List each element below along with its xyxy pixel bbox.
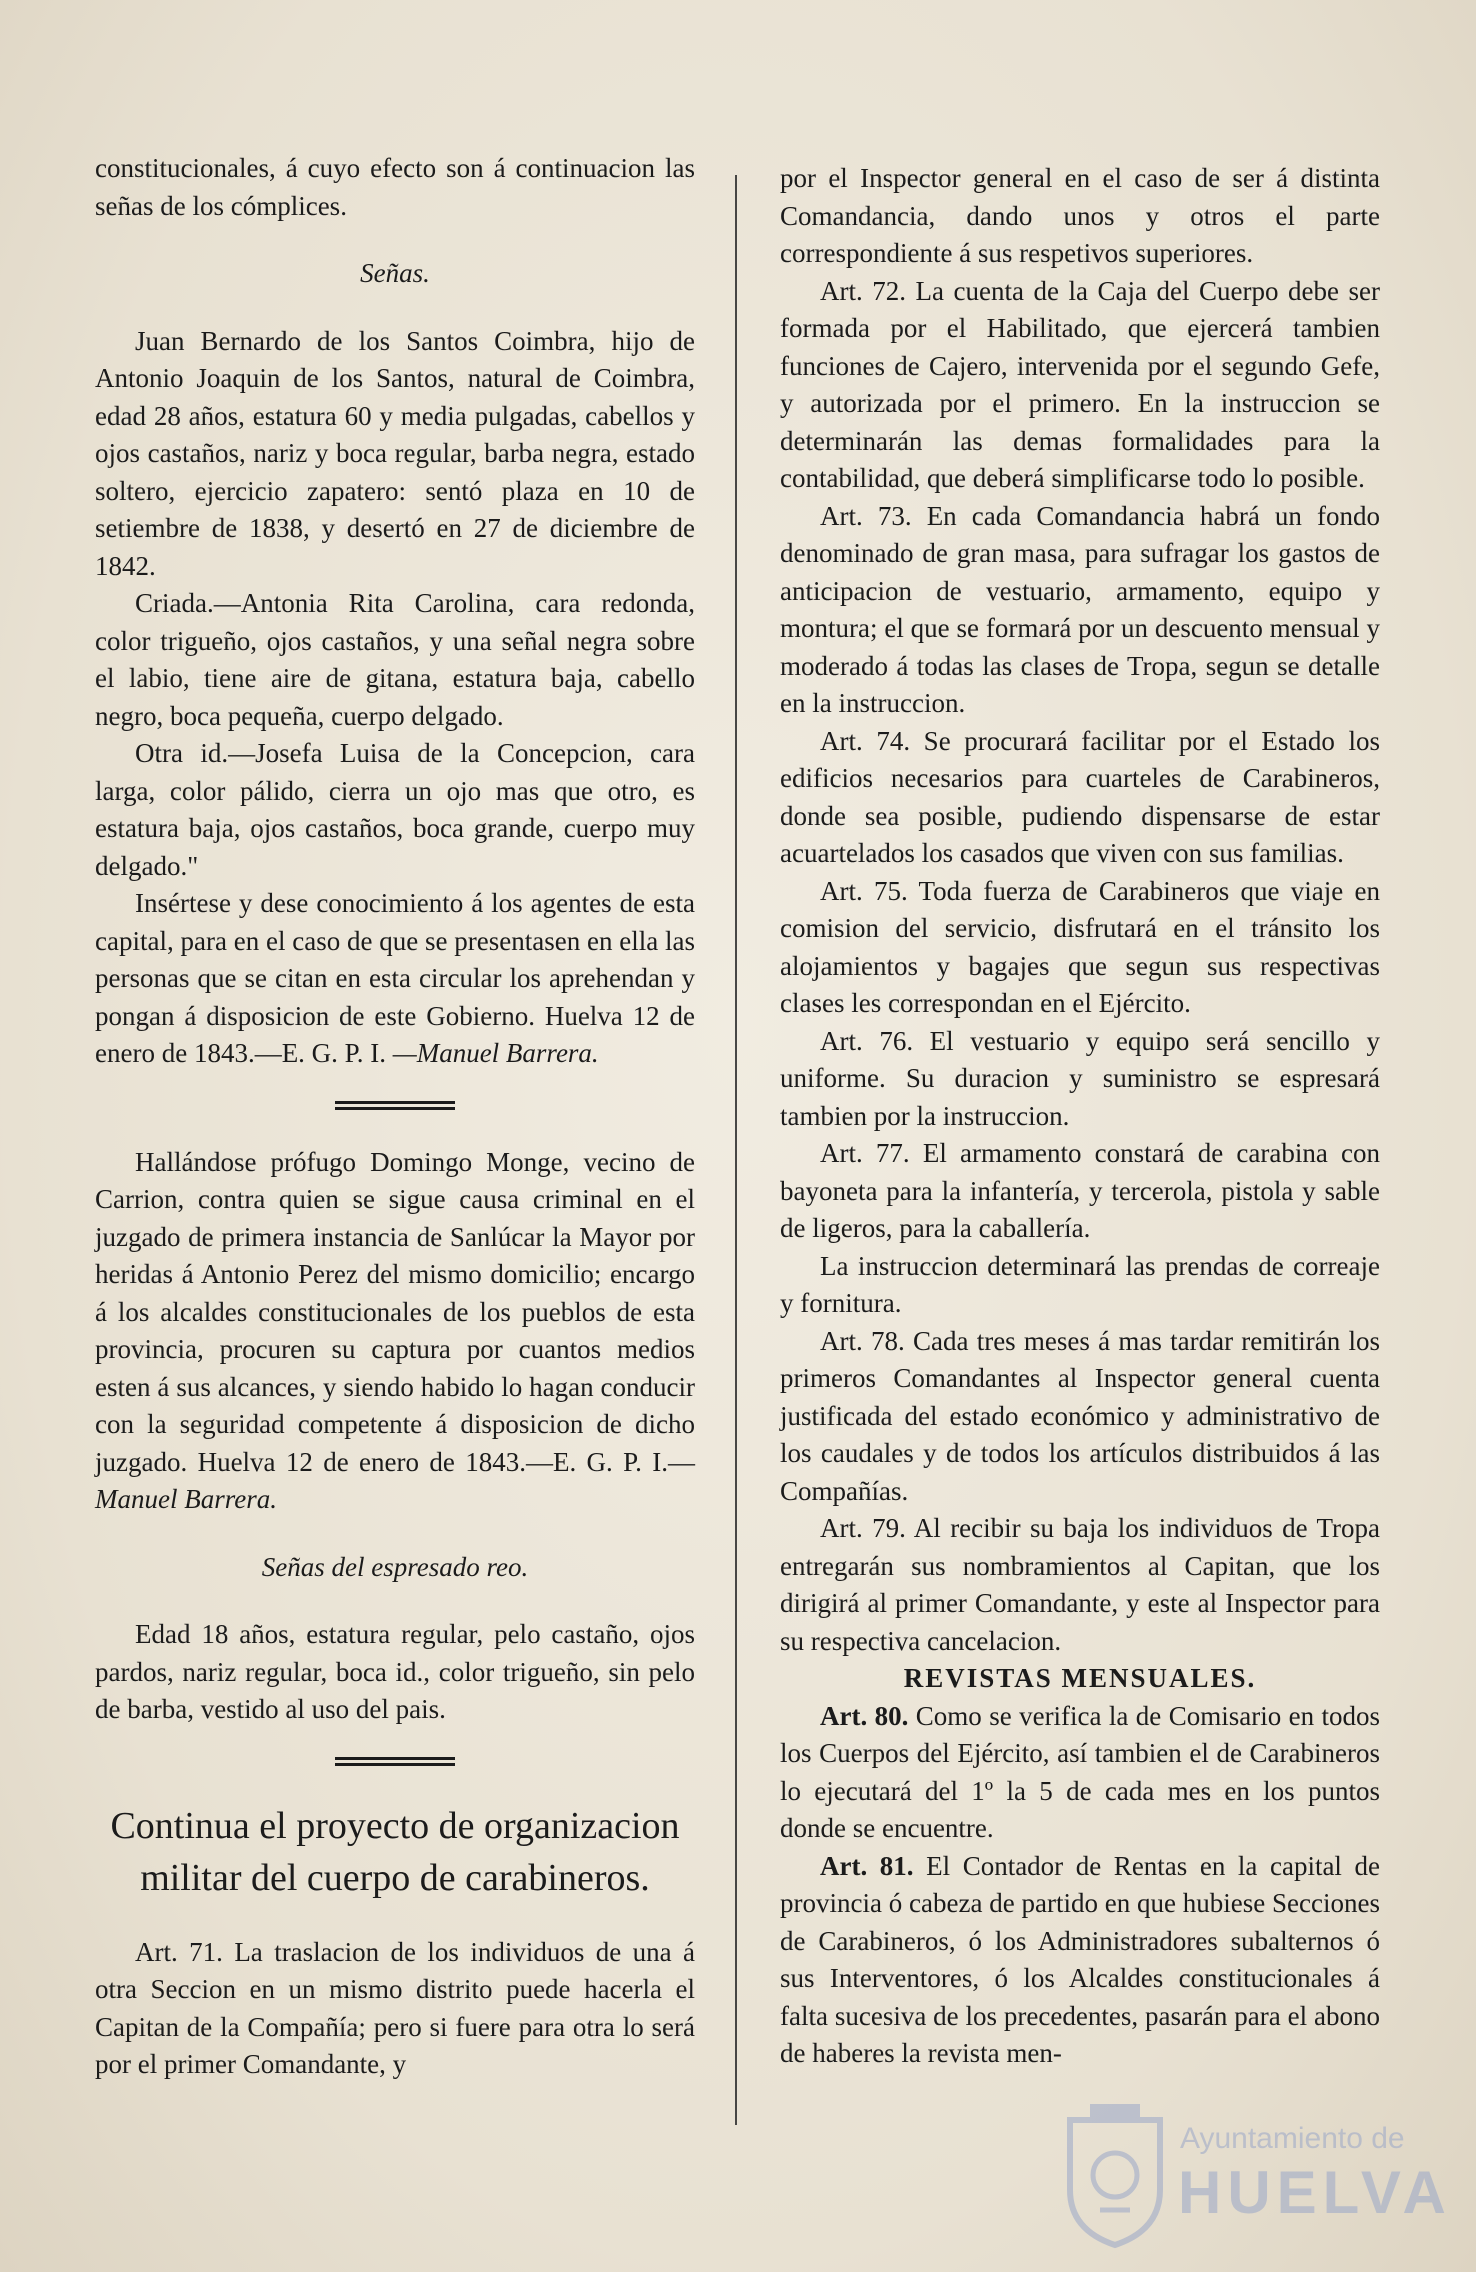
archive-watermark — [1060, 2100, 1452, 2260]
article-text: Cada tres meses á mas tardar remitirán los primeros Comandantes al Inspector general cuenta justificada del estado económico y administrativo de los caudales y de todos los artículos distribuidos á las Compañías. — [780, 1325, 1380, 1506]
article-number: Art. 81. — [820, 1850, 914, 1881]
article-text: La traslacion de los individuos de una á otra Seccion en un mismo distrito puede hacerla el Capitan de la Compañía; pero si fuere para otra lo será por el primer Comandante, y — [95, 1936, 696, 2079]
article-number: Art. 78. — [820, 1325, 905, 1356]
article-text: Como se verifica la de Comisario en todos los Cuerpos del Ejército, así tambien el de Carabineros lo ejecutará del 1º la 5 de cada mes en los puntos donde se encuentre. — [780, 1700, 1380, 1843]
left-column — [95, 150, 695, 2084]
watermark-line1: Ayuntamiento de — [1180, 2122, 1405, 2155]
left-paragraph: Edad 18 años, estatura regular, pelo castaño, ojos pardos, nariz regular, boca id., color trigueño, sin pelo de barba, vestido al uso del pais. — [95, 1619, 695, 1724]
article-number: Art. 72. — [820, 275, 907, 306]
article-text: En cada Comandancia habrá un fondo denominado de gran masa, para sufragar los gastos de anticipacion de vestuario, armamento, equipo y montura; el que se formará por un descuento mensual y moderado á todas las clases de Tropa, segun se detalle en la instruccion. — [780, 500, 1380, 718]
notice-text: Hallándose prófugo Domingo Monge, vecino de Carrion, contra quien se sigue causa criminal en el juzgado de primera instancia de Sanlúcar la Mayor por heridas á Antonio Perez del mismo domicilio; encargo á los alcaldes constitucionales de los pueblos de esta provincia, procuren su captura por cuantos medios esten á sus alcances, y siendo habido lo hagan conducir con la seguridad competente á disposicion de dicho juzgado. Huelva 12 de enero de 1843.—E. G. P. I.— — [95, 1146, 695, 1477]
left-paragraph: Juan Bernardo de los Santos Coimbra, hijo de Antonio Joaquin de los Santos, natural de Coimbra, edad 28 años, estatura 60 y media pulgadas, cabellos y ojos castaños, nariz y boca regular, barba negra, estado soltero, ejercicio zapatero: sentó plaza en 10 de setiembre de 1838, y desertó en 27 de diciembre de 1842. — [95, 325, 695, 581]
article-paragraph — [780, 498, 1380, 723]
senas-heading: Señas. — [360, 258, 430, 288]
article-number: Art. 80. — [820, 1700, 909, 1731]
article-text: La cuenta de la Caja del Cuerpo debe ser formada por el Habilitado, que ejercerá tambien funciones de Cajero, intervenida por el segundo Gefe, y autorizada por el primero. En la instruccion se determinarán las demas formalidades para la contabilidad, que deberá simplificarse todo lo posible. — [780, 275, 1381, 493]
column-divider — [735, 175, 737, 2125]
article-number: Art. 75. — [820, 875, 908, 906]
article-text: Se procurará facilitar por el Estado los edificios necesarios para cuarteles de Carabineros, donde sea posible, pudiendo dispensarse de estar acuartelados los casados que viven con sus familias. — [780, 725, 1380, 868]
article-text: Al recibir su baja los individuos de Tropa entregarán sus nombramientos al Capitan, que los dirigirá al primer Comandante, y este al Inspector para su respectiva cancelacion. — [780, 1513, 1380, 1656]
section-title: Continua el proyecto de organizacion militar del cuerpo de carabineros. — [110, 1804, 680, 1899]
article-paragraph — [780, 1848, 1380, 2073]
left-paragraph — [95, 1144, 695, 1519]
article-paragraph — [780, 273, 1380, 498]
signature: —Manuel Barrera. — [392, 1038, 599, 1068]
article-number: Art. 76. — [820, 1025, 914, 1056]
article-paragraph — [780, 1135, 1380, 1248]
article-text: El armamento constará de carabina con bayoneta para la infantería, y tercerola, pistola y sable de ligeros, para la caballería. — [780, 1138, 1380, 1243]
article-number: Art. 73. — [820, 500, 912, 531]
senas-reo-heading: Señas del espresado reo. — [261, 1551, 529, 1582]
article-text: El vestuario y equipo será sencillo y uniforme. Su duracion y suministro se espresará tambien por la instruccion. — [780, 1025, 1380, 1131]
article-paragraph — [780, 1023, 1380, 1136]
left-paragraph: Criada.—Antonia Rita Carolina, cara redonda, color trigueño, ojos castaños, y una señal negra sobre el labio, tiene aire de gitana, estatura baja, cabello negro, boca pequeña, cuerpo delgado. — [95, 588, 695, 731]
article-paragraph — [780, 1510, 1380, 1660]
right-column — [780, 160, 1380, 2073]
separator-rule — [335, 1101, 455, 1110]
article-paragraph — [780, 1323, 1380, 1511]
watermark-line2: HUELVA — [1178, 2159, 1452, 2226]
left-paragraph: constitucionales, á cuyo efecto son á continuacion las señas de los cómplices. — [95, 153, 695, 221]
left-paragraph: Otra id.—Josefa Luisa de la Concepcion, cara larga, color pálido, cierra un ojo mas que otro, es estatura baja, ojos castaños, boca grande, cuerpo muy delgado." — [95, 738, 695, 881]
article-paragraph — [780, 873, 1380, 1023]
article-number: Art. 74. — [820, 725, 911, 756]
notice-text: Insértese y dese conocimiento á los agentes de esta capital, para en el caso de que se presentasen en ella las personas que se citan en esta circular los aprehendan y pongan á disposicion de este Gobierno. Huelva 12 de enero de 1843.—E. G. P. I. — [95, 888, 695, 1068]
article-number: Art. 71. — [135, 1936, 223, 1967]
right-paragraph: La instruccion determinará las prendas de correaje y fornitura. — [780, 1250, 1380, 1318]
article-number: Art. 79. — [820, 1513, 906, 1543]
article-text: El Contador de Rentas en la capital de provincia ó cabeza de partido en que hubiese Secciones de Carabineros, ó los Administradores subalternos ó sus Interventores, ó los Alcaldes constitucionales á falta sucesiva de los precedentes, pasarán para el abono de haberes la revista men- — [780, 1850, 1380, 2068]
left-paragraph — [95, 885, 695, 1073]
article-paragraph — [95, 1934, 695, 2084]
revistas-heading: REVISTAS MENSUALES. — [903, 1663, 1257, 1693]
separator-rule — [335, 1757, 455, 1766]
signature: Manuel Barrera. — [95, 1484, 277, 1514]
article-number: Art. 77. — [820, 1138, 910, 1168]
article-paragraph — [780, 1698, 1380, 1848]
coat-of-arms-icon — [1060, 2100, 1170, 2250]
article-text: Toda fuerza de Carabineros que viaje en comision del servicio, disfrutará en el tránsito los alojamientos y bagajes que segun sus respectivas clases les correspondan en el Ejército. — [780, 875, 1381, 1018]
article-paragraph — [780, 723, 1380, 873]
right-paragraph: por el Inspector general en el caso de ser á distinta Comandancia, dando unos y otros el parte correspondiente á sus respetivos superiores. — [780, 163, 1380, 268]
